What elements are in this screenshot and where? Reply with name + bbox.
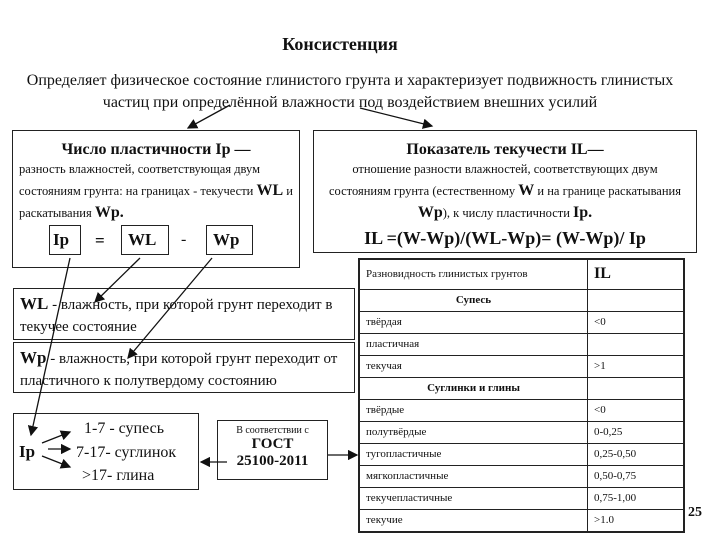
table-row — [359, 377, 684, 399]
il-value-cell: >1.0 — [588, 509, 685, 532]
gost-line2: ГОСТ — [251, 436, 294, 452]
def-text: ), к числу пластичности — [442, 206, 574, 220]
ip-range-clay: >17- глина — [82, 467, 155, 484]
liquidity-formula: IL =(W-Wр)/(WL-Wр)= (W-Wр)/ Iр — [364, 228, 646, 248]
il-value-cell: >1 — [588, 355, 685, 377]
table-row — [359, 421, 684, 443]
wp-symbol: Wр — [20, 348, 47, 367]
wl-symbol: WL — [256, 182, 284, 199]
wl-text: - влажность, при которой грунт переходит в текучее состояние — [20, 297, 333, 335]
il-value-cell: 0-0,25 — [588, 421, 685, 443]
formula-wp: Wр — [206, 225, 253, 255]
wp-definition-box — [13, 342, 355, 393]
header-cell: Разновидность глинистых грунтов — [359, 259, 588, 289]
soil-type-cell: Супесь — [359, 289, 588, 311]
wl-symbol: WL — [20, 294, 49, 313]
wp-text: - влажность, при которой грунт переходит от пластичного к полутвердому состоянию — [20, 351, 338, 389]
ip-range-loam: 7-17- суглинок — [76, 444, 177, 461]
def-text: разность влажностей, соответствующая двум состояниям грунта: на границах - текучести — [19, 162, 261, 198]
table-row — [359, 311, 684, 333]
slide-title: Консистенция — [282, 34, 398, 54]
table-row — [359, 289, 684, 311]
gost-box — [217, 420, 328, 480]
table-row — [359, 333, 684, 355]
plasticity-index-box — [12, 130, 300, 268]
plasticity-definition — [13, 159, 299, 224]
wl-definition-box — [13, 288, 355, 340]
il-value-cell — [588, 333, 685, 355]
ip-symbol: Iр. — [573, 204, 593, 221]
w-symbol: W — [518, 182, 535, 199]
def-text: отношение разности влажностей, соответствующих двум состояниям грунта (естественному — [329, 162, 658, 198]
def-text: и на границе раскатывания — [534, 184, 681, 198]
ip-classification-box — [13, 413, 199, 490]
soil-type-cell: текучие — [359, 509, 588, 532]
table-row — [359, 355, 684, 377]
ip-range-sandy-loam: 1-7 - супесь — [84, 420, 165, 437]
il-value-cell: <0 — [588, 311, 685, 333]
table-row — [359, 509, 684, 532]
soil-type-cell: твёрдые — [359, 399, 588, 421]
soil-type-cell: твёрдая — [359, 311, 588, 333]
wp-symbol: Wр. — [94, 204, 124, 221]
header-cell: IL — [588, 259, 685, 289]
soil-type-cell: мягкопластичные — [359, 465, 588, 487]
soil-type-cell: текучепластичные — [359, 487, 588, 509]
formula-minus: - — [181, 231, 187, 248]
soil-types-table — [358, 258, 685, 533]
il-value-cell: 0,75-1,00 — [588, 487, 685, 509]
soil-type-cell: тугопластичные — [359, 443, 588, 465]
soil-type-cell: полутвёрдые — [359, 421, 588, 443]
il-value-cell — [588, 377, 685, 399]
soil-type-cell: Суглинки и глины — [359, 377, 588, 399]
table-row — [359, 487, 684, 509]
liquidity-index-box — [313, 130, 697, 253]
gost-line1: В соответствии с — [236, 425, 309, 436]
il-value-cell: <0 — [588, 399, 685, 421]
formula-ip: Iр — [49, 225, 81, 255]
table-row — [359, 465, 684, 487]
gost-line3: 25100-2011 — [236, 453, 309, 469]
liquidity-definition — [314, 159, 696, 224]
il-value-cell — [588, 289, 685, 311]
il-value-cell: 0,50-0,75 — [588, 465, 685, 487]
wp-symbol: Wр — [417, 204, 443, 221]
table-header-row — [359, 259, 684, 289]
table-row — [359, 443, 684, 465]
def-text: и раскатывания — [19, 184, 293, 220]
il-value-cell: 0,25-0,50 — [588, 443, 685, 465]
formula-eq: = — [95, 231, 105, 250]
soil-type-cell: текучая — [359, 355, 588, 377]
soil-type-cell: пластичная — [359, 333, 588, 355]
intro-text: Определяет физическое состояние глинистого грунта и характеризует подвижность глинистых частиц при определённой влажности под воздействием внешних усилий — [26, 72, 674, 111]
liquidity-heading: Показатель текучести IL— — [406, 141, 604, 158]
plasticity-heading: Число пластичности Iр — — [61, 141, 251, 158]
table-row — [359, 399, 684, 421]
ip-symbol: Iр — [19, 442, 36, 461]
formula-wl: WL — [121, 225, 169, 255]
page-number: 25 — [688, 505, 702, 520]
